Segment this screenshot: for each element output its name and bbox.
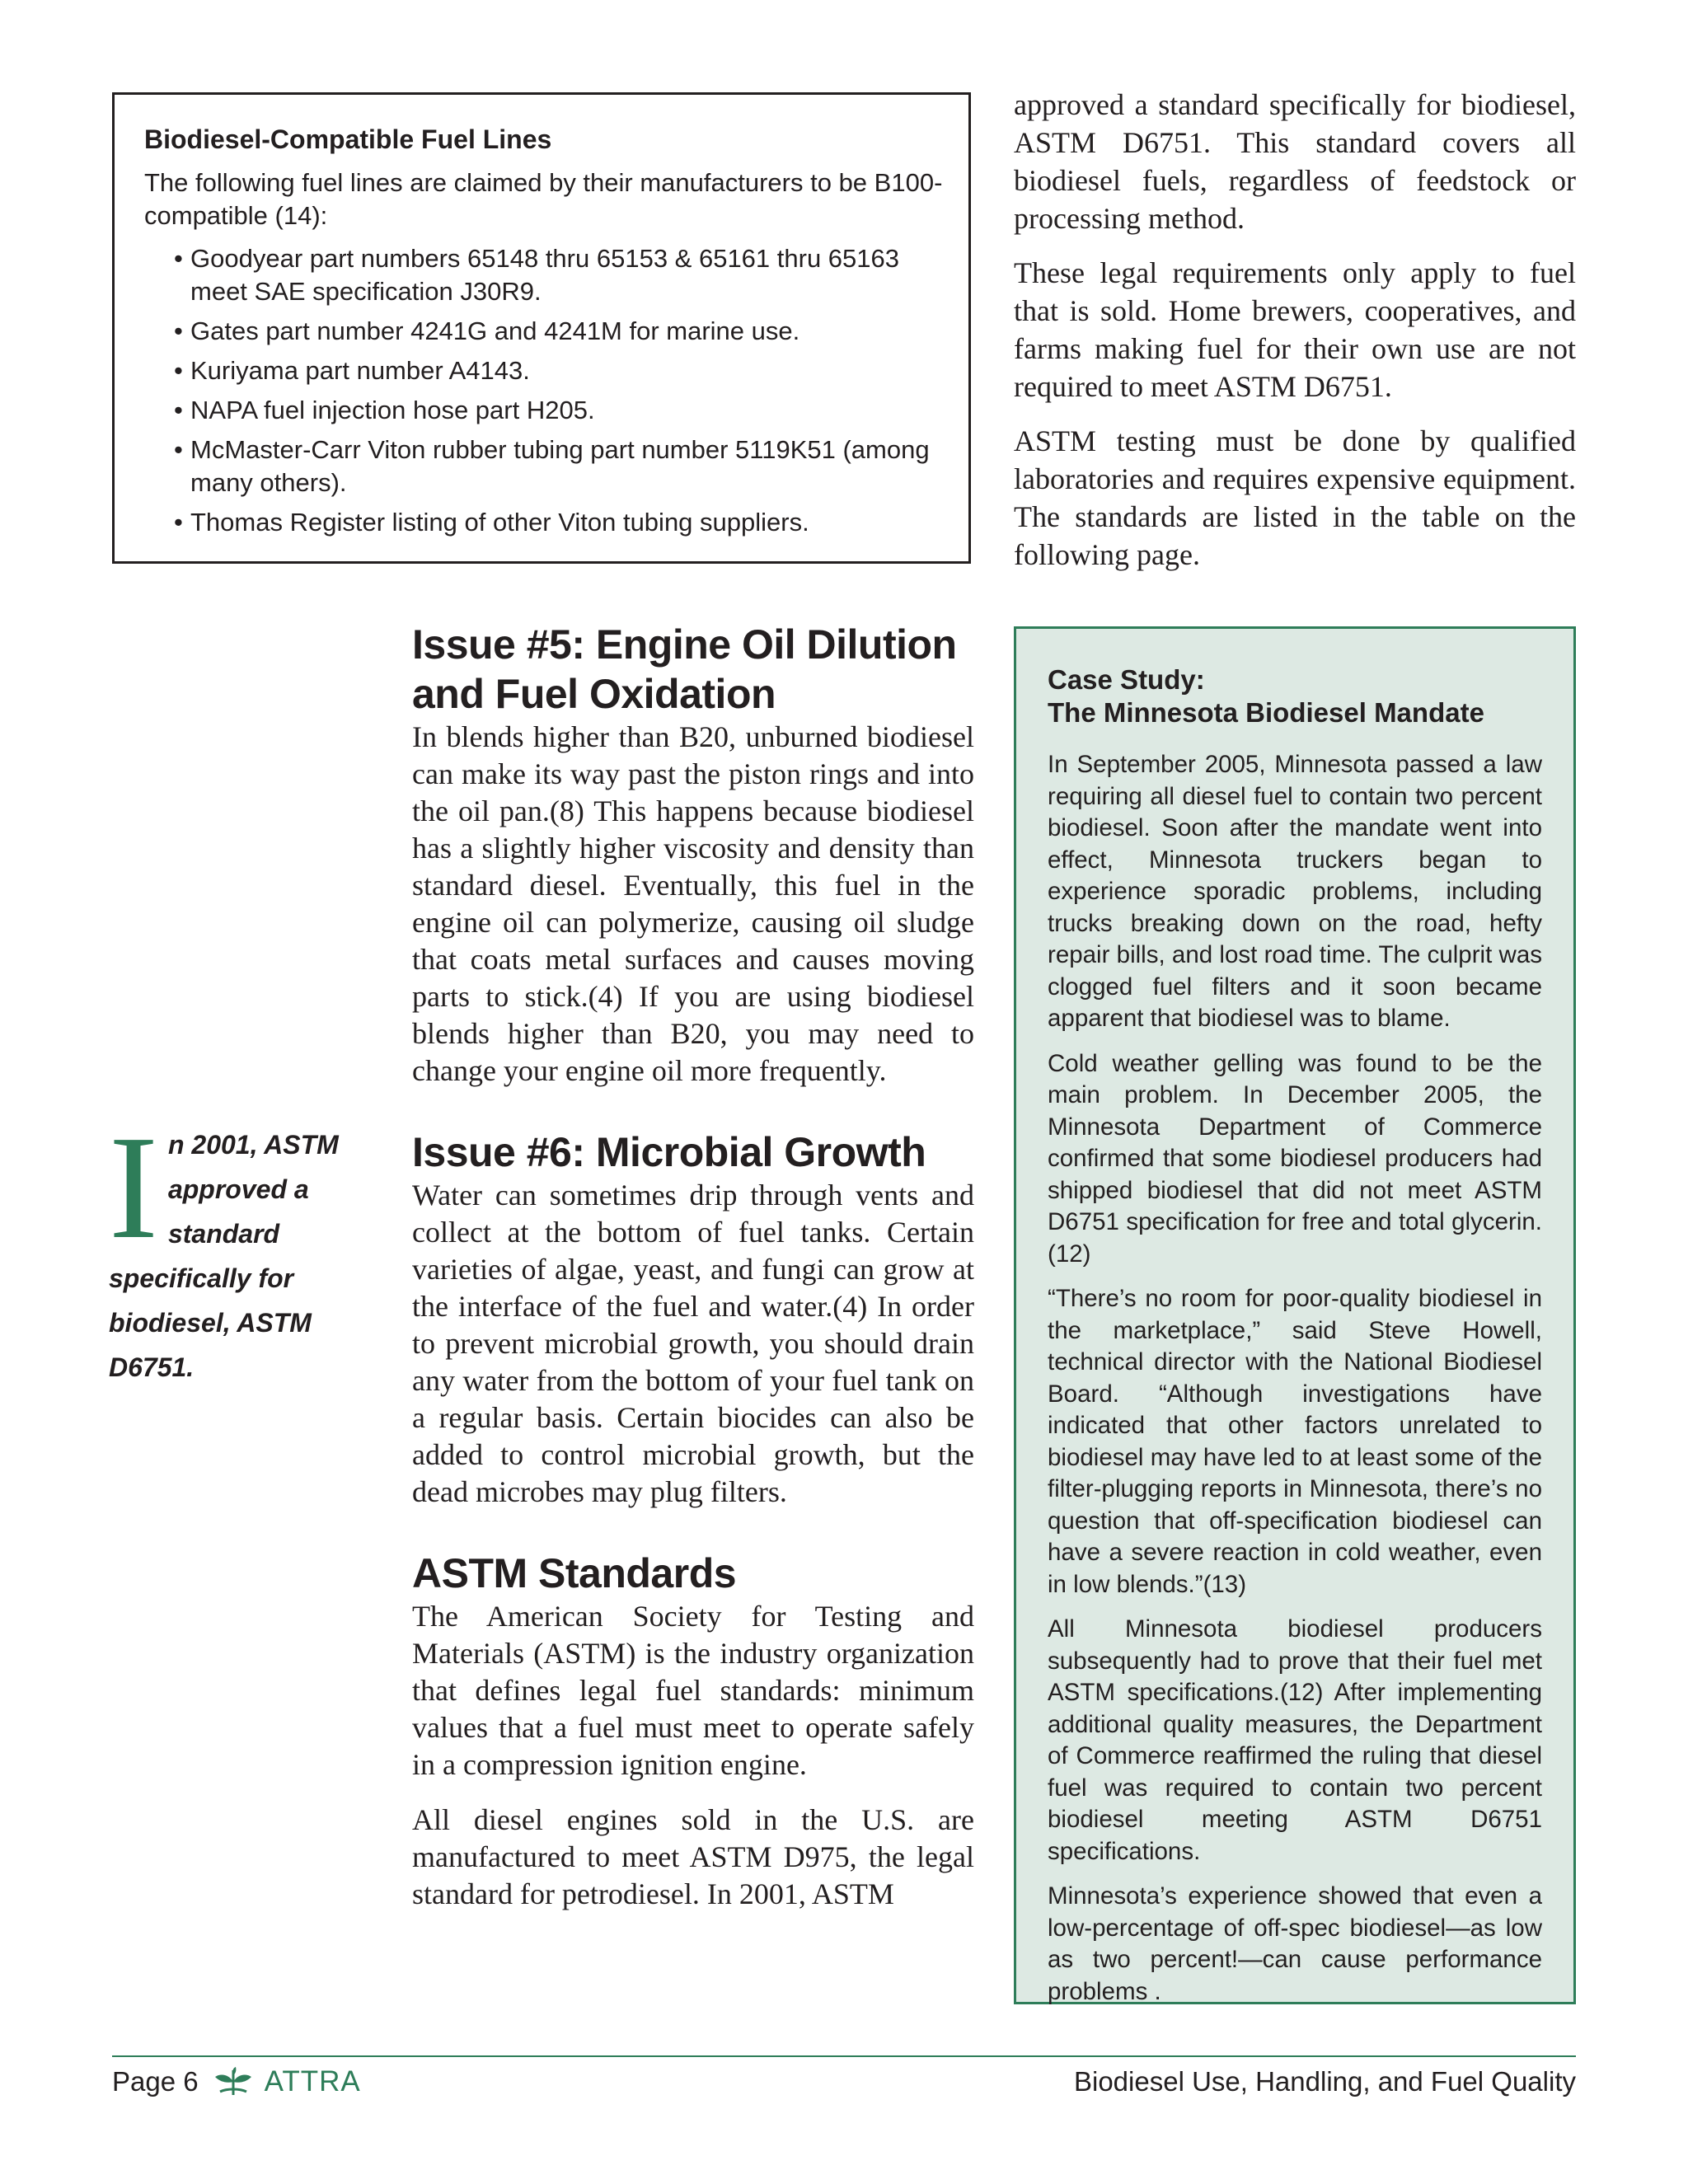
paragraph: approved a standard specifically for biodiesel, ASTM D6751. This standard covers all biodiesel fuels, regardless of feedstock or processing method.	[1014, 88, 1576, 235]
paragraph: Minnesota’s experience showed that even a low-percentage of off-spec biodiesel—as low as two percent!—can cause performance problems .	[1048, 1882, 1542, 2005]
case-study-title	[1048, 663, 1542, 729]
list-item: • McMaster-Carr Viton rubber tubing part number 5119K51 (among many others).	[177, 434, 944, 499]
paragraph: Cold weather gelling was found to be the main problem. In December 2005, the Minnesota Department of Commerce confirmed that some biodiesel producers had shipped biodiesel that did not meet ASTM D6751 specification for free and total glycerin.(12)	[1048, 1049, 1542, 1268]
paragraph: In September 2005, Minnesota passed a law requiring all diesel fuel to contain two percent biodiesel. Soon after the mandate went into effect, Minnesota truckers began to experience sporadic problems, including trucks breaking down on the road, hefty repair bills, and lost road time. The culprit was clogged fuel filters and it soon became apparent that biodiesel was to blame.	[1048, 751, 1542, 1032]
list-item: • Thomas Register listing of other Viton tubing suppliers.	[177, 506, 944, 539]
section-heading: Issue #6: Microbial Growth	[412, 1129, 926, 1175]
section-heading: ASTM Standards	[412, 1550, 737, 1596]
footer-left	[112, 2064, 361, 2100]
section-astm-standards	[412, 1549, 974, 1913]
paragraph: These legal requirements only apply to fuel that is sold. Home brewers, cooperatives, and farms making fuel for their own use are not required to meet ASTM D6751.	[1014, 256, 1576, 403]
paragraph: Water can sometimes drip through vents and collect at the bottom of fuel tanks. Certain varieties of algae, yeast, and fungi can grow at the interface of the fuel and water.(4) In order to prevent microbial growth, you should drain any water from the bottom of your fuel tank on a regular basis. Certain biocides can also be added to control microbial growth, but the dead microbes may plug filters.	[412, 1179, 974, 1508]
paragraph: The American Society for Testing and Materials (ASTM) is the industry organization that defines legal fuel standards: minimum values that a fuel must meet to operate safely in a compression ignition engine.	[412, 1600, 974, 1781]
list-item: • Kuriyama part number A4143.	[177, 354, 944, 387]
case-study-box	[1014, 626, 1576, 2004]
section-issue-6	[412, 1127, 974, 1511]
footer-divider	[112, 2055, 1576, 2057]
fuel-lines-box	[112, 92, 971, 564]
list-item: • Gates part number 4241G and 4241M for marine use.	[177, 315, 944, 348]
pull-quote	[109, 1105, 389, 1390]
paragraph: All Minnesota biodiesel producers subsequently had to prove that their fuel met ASTM specifications.(12) After implementing additional quality measures, the Department of Commerce reaffirmed the ruling that diesel fuel was required to contain two percent biodiesel meeting ASTM D6751 specifications.	[1048, 1615, 1542, 1865]
middle-column	[412, 620, 974, 1931]
drop-cap: I	[109, 1105, 158, 1269]
case-study-title-line1: Case Study:	[1048, 664, 1205, 695]
right-column-text	[1014, 86, 1576, 590]
section-issue-5	[412, 620, 974, 1090]
section-heading: Issue #5: Engine Oil Dilution and Fuel Oxidation	[412, 621, 957, 717]
document-title: Biodiesel Use, Handling, and Fuel Quality	[1073, 2066, 1576, 2097]
paragraph: ASTM testing must be done by qualified laboratories and requires expensive equipment. The standards are listed in the table on the following page.	[1014, 424, 1576, 571]
page-number: Page 6	[112, 2066, 199, 2097]
list-item: • Goodyear part numbers 65148 thru 65153 & 65161 thru 65163 meet SAE specification J30R9.	[177, 242, 944, 308]
fuel-lines-title: Biodiesel-Compatible Fuel Lines	[144, 124, 552, 154]
pull-quote-text: n 2001, ASTM approved a standard specifically for biodiesel, ASTM D6751.	[109, 1130, 339, 1382]
paragraph: “There’s no room for poor-quality biodiesel in the marketplace,” said Steve Howell, technical director with the National Biodiesel Board. “Although investigations have indicated that other factors unrelated to biodiesel may have led to at least some of the filter-plugging reports in Minnesota, there’s no question that off-specification biodiesel can have a severe reaction in cold weather, even in low blends.”(13)	[1048, 1285, 1542, 1598]
attra-logo-text: ATTRA	[264, 2065, 361, 2097]
paragraph: In blends higher than B20, unburned biodiesel can make its way past the piston rings and into the oil pan.(8) This happens because biodiesel has a slightly higher viscosity and density than standard diesel. Eventually, this fuel in the engine oil can polymerize, causing oil sludge that coats metal surfaces and causes moving parts to stick.(4) If you are using biodiesel blends higher than B20, you may need to change your engine oil more frequently.	[412, 720, 974, 1087]
case-study-title-line2: The Minnesota Biodiesel Mandate	[1048, 697, 1484, 728]
paragraph: All diesel engines sold in the U.S. are manufactured to meet ASTM D975, the legal standard for petrodiesel. In 2001, ASTM	[412, 1803, 974, 1910]
attra-leaf-icon	[213, 2067, 253, 2097]
fuel-lines-list	[144, 242, 944, 539]
fuel-lines-intro: The following fuel lines are claimed by their manufacturers to be B100-compatible (14):	[144, 168, 943, 230]
list-item: • NAPA fuel injection hose part H205.	[177, 394, 944, 427]
